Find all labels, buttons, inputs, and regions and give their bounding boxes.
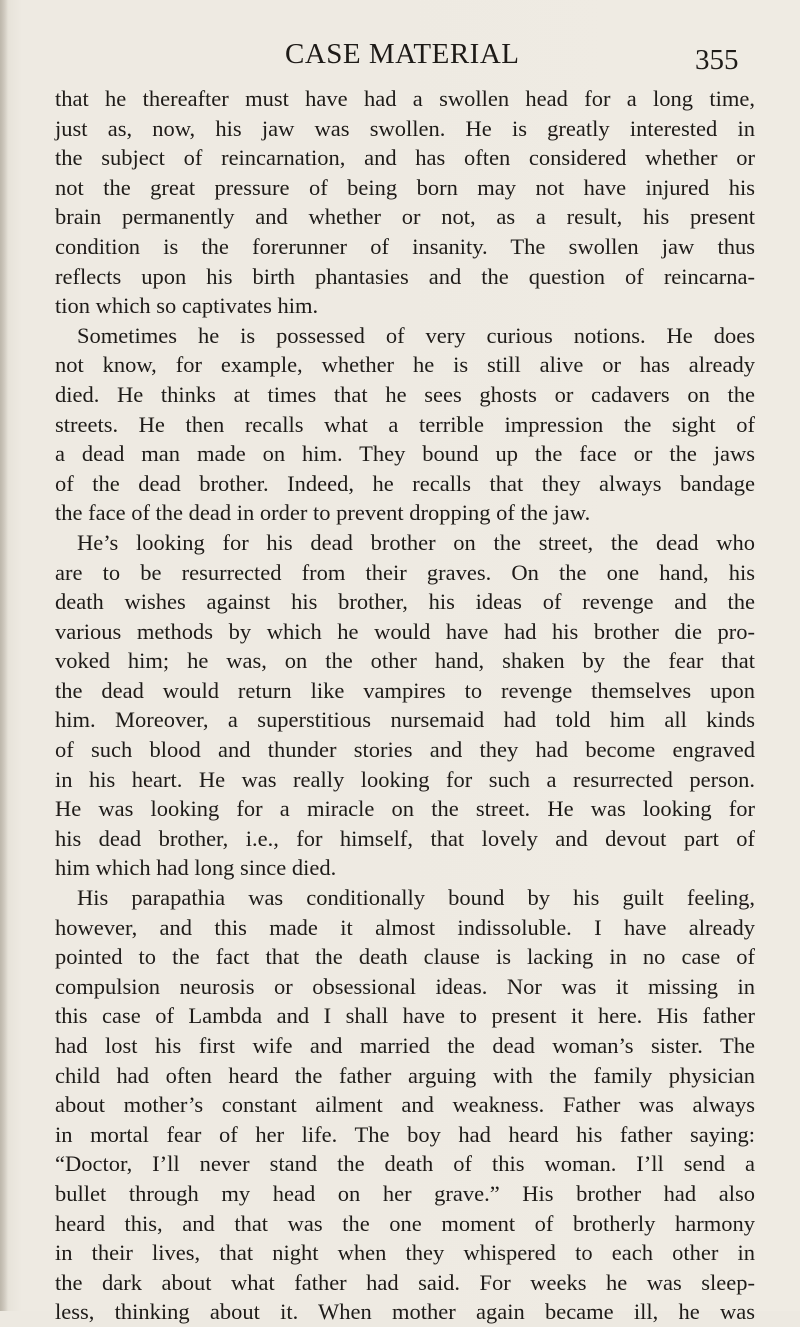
text-line: not the great pressure of being born may not have injured his — [55, 174, 755, 200]
page-header — [0, 38, 800, 88]
text-line: of the dead brother. Indeed, he recalls that they always bandage — [55, 470, 755, 496]
text-line: not know, for example, whether he is still alive or has already — [55, 352, 755, 378]
text-line: in his heart. He was really looking for such a resurrected person. — [55, 766, 755, 792]
text-line: are to be resurrected from their graves. On the one hand, his — [55, 559, 755, 585]
text-line: heard this, and that was the one moment of brotherly harmony — [55, 1210, 755, 1236]
text-line: reflects upon his birth phantasies and the question of reincarna- — [55, 263, 755, 289]
text-line: the subject of reincarnation, and has often considered whether or — [55, 145, 755, 171]
text-line: tion which so captivates him. — [55, 293, 319, 319]
text-line: less, thinking about it. When mother again became ill, he was — [55, 1299, 755, 1325]
text-line: streets. He then recalls what a terrible impression the sight of — [55, 411, 755, 437]
text-line: compulsion neurosis or obsessional ideas. Nor was it missing in — [55, 973, 755, 999]
text-line: the dark about what father had said. For weeks he was sleep- — [55, 1269, 755, 1295]
text-line: “Doctor, I’ll never stand the death of this woman. I’ll send a — [55, 1151, 755, 1177]
text-line: this case of Lambda and I shall have to present it here. His father — [55, 1003, 755, 1029]
text-line: voked him; he was, on the other hand, shaken by the fear that — [55, 648, 755, 674]
text-line: He’s looking for his dead brother on the street, the dead who — [77, 529, 755, 555]
text-line: however, and this made it almost indissoluble. I have already — [55, 914, 755, 940]
text-line: Sometimes he is possessed of very curious notions. He does — [77, 322, 755, 348]
binding-shadow — [0, 0, 8, 1311]
text-line: that he thereafter must have had a swollen head for a long time, — [55, 86, 755, 111]
body-text — [55, 84, 755, 1327]
text-line: him. Moreover, a superstitious nursemaid had told him all kinds — [55, 707, 755, 733]
text-line: about mother’s constant ailment and weakness. Father was always — [55, 1092, 755, 1118]
text-line: various methods by which he would have had his brother die pro- — [55, 618, 755, 644]
text-line: child had often heard the father arguing with the family physician — [55, 1062, 755, 1088]
text-line: condition is the forerunner of insanity. The swollen jaw thus — [55, 233, 755, 259]
text-line: the face of the dead in order to prevent dropping of the jaw. — [55, 500, 591, 526]
text-line: a dead man made on him. They bound up the face or the jaws — [55, 441, 755, 467]
text-line: of such blood and thunder stories and they had become engraved — [55, 737, 755, 763]
text-line: in mortal fear of her life. The boy had heard his father saying: — [55, 1121, 755, 1147]
text-line: him which had long since died. — [55, 855, 337, 881]
text-line: just as, now, his jaw was swollen. He is greatly interested in — [55, 115, 755, 141]
text-line: the dead would return like vampires to revenge themselves upon — [55, 677, 755, 703]
text-line: death wishes against his brother, his ideas of revenge and the — [55, 589, 755, 615]
text-line: had lost his first wife and married the dead woman’s sister. The — [55, 1033, 755, 1058]
text-line: He was looking for a miracle on the street. He was looking for — [55, 796, 755, 822]
text-line: died. He thinks at times that he sees ghosts or cadavers on the — [55, 381, 755, 407]
running-title: CASE MATERIAL — [285, 38, 520, 70]
text-line: in their lives, that night when they whispered to each other in — [55, 1240, 755, 1266]
page-number: 355 — [695, 44, 739, 76]
text-line: his dead brother, i.e., for himself, that lovely and devout part of — [55, 825, 755, 851]
text-line: bullet through my head on her grave.” His brother had also — [55, 1180, 755, 1206]
text-line: His parapathia was conditionally bound by his guilt feeling, — [77, 885, 755, 911]
text-line: brain permanently and whether or not, as a result, his present — [55, 204, 755, 230]
text-line: pointed to the fact that the death clause is lacking in no case of — [55, 944, 755, 970]
